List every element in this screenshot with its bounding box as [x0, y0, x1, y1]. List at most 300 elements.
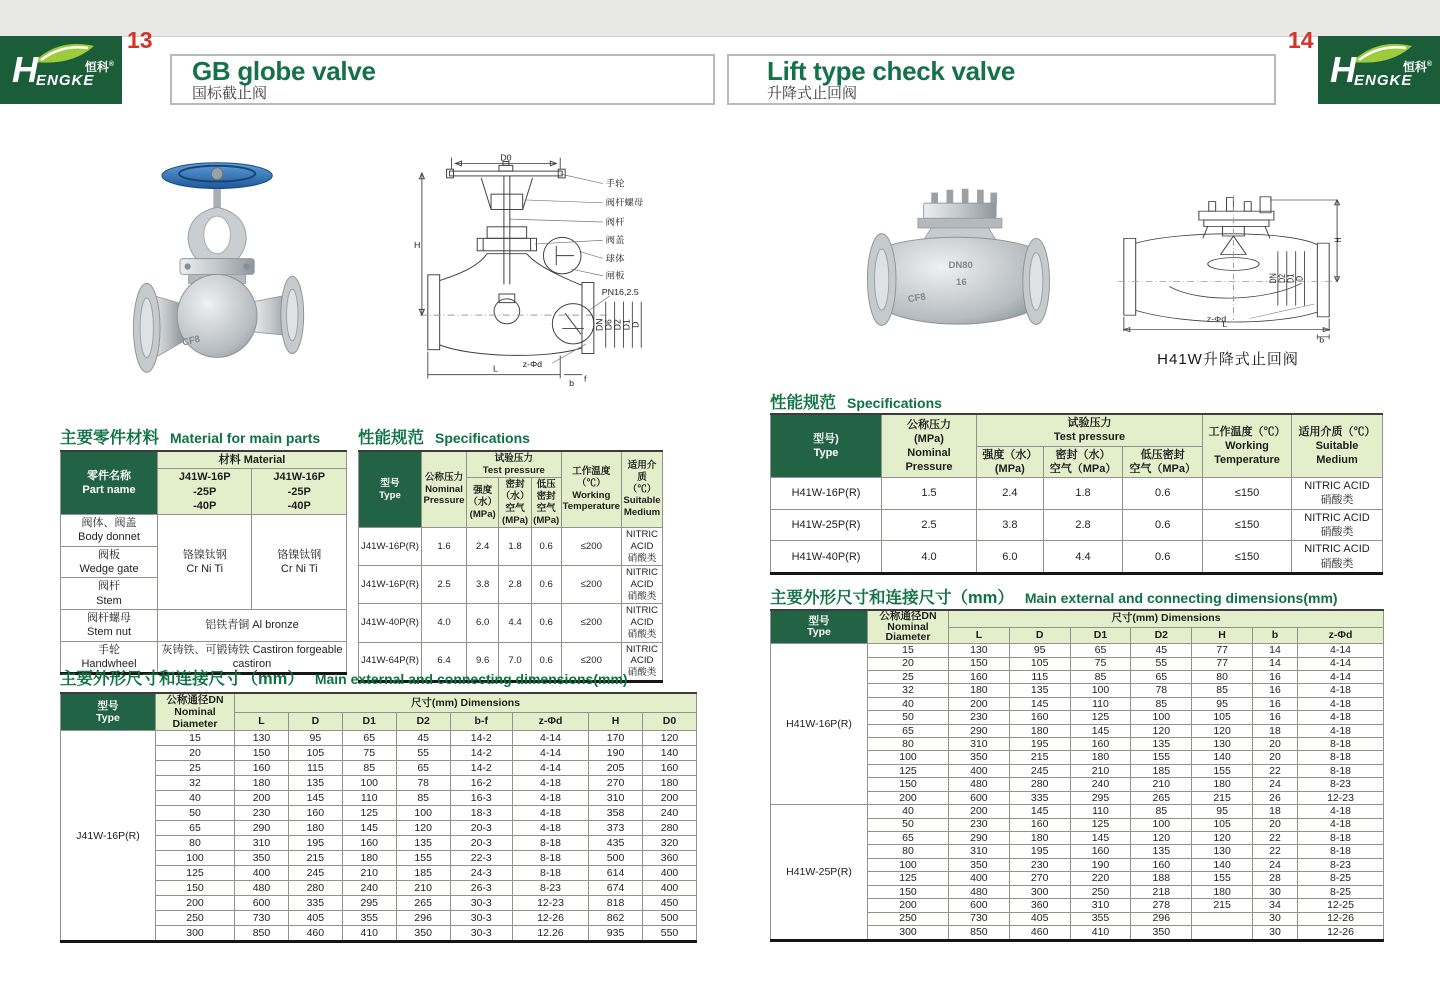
- table-cell: H41W-16P(R): [771, 478, 882, 510]
- table-cell: 4-14: [1298, 670, 1384, 683]
- table-cell: 40: [156, 791, 235, 806]
- dim-label-h: H: [413, 240, 421, 250]
- page-subtitle-left: 国标截止阀: [192, 84, 268, 102]
- table-cell: 405: [288, 910, 342, 925]
- table-cell: 8-18: [1298, 738, 1384, 751]
- table-cell: 300: [868, 925, 949, 940]
- table-cell: 400: [643, 880, 697, 895]
- table-cell: 80: [1192, 670, 1253, 683]
- table-cell: 尺寸(mm) Dimensions: [235, 693, 697, 712]
- table-cell: 20: [868, 657, 949, 670]
- table-cell: 85: [342, 761, 396, 776]
- casting-mark-dn: DN80: [948, 260, 973, 272]
- table-cell: 230: [1009, 858, 1070, 871]
- table-cell: 65: [342, 731, 396, 746]
- table-cell: 210: [396, 880, 450, 895]
- table-cell: 500: [643, 910, 697, 925]
- table-cell: D: [288, 712, 342, 731]
- table-cell: 210: [1131, 778, 1192, 791]
- page-title-box-left: [170, 54, 715, 105]
- table-row: [771, 805, 1384, 818]
- table-cell: 3.8: [977, 509, 1044, 541]
- table-cell: 350: [396, 925, 450, 941]
- table-cell: 40: [868, 805, 949, 818]
- table-cell: D2: [1131, 627, 1192, 643]
- table-cell: 2.4: [977, 478, 1044, 510]
- table-cell: 105: [1009, 657, 1070, 670]
- table-cell: NITRIC ACID 硝酸类: [1292, 541, 1383, 574]
- table-cell: z-Φd: [1298, 627, 1384, 643]
- dim-label-b: b: [569, 378, 575, 389]
- dim-label-l: L: [1222, 320, 1228, 329]
- table-cell: 400: [949, 764, 1010, 777]
- table-cell: 250: [868, 912, 949, 925]
- table-cell: 铝铁青铜 Al bronze: [158, 609, 347, 641]
- table-cell: 12-26: [512, 910, 588, 925]
- table-row: [359, 451, 663, 478]
- table-cell: 公称压力 (MPa) Nominal Pressure: [882, 414, 977, 478]
- table-cell: 75: [342, 746, 396, 761]
- table-cell: 15: [156, 731, 235, 746]
- table-cell: 8-23: [512, 880, 588, 895]
- table-cell: 358: [589, 806, 643, 821]
- table: [358, 450, 663, 683]
- table-cell: 160: [1131, 858, 1192, 871]
- table-cell: 24: [1252, 778, 1297, 791]
- table-cell: 65: [1131, 670, 1192, 683]
- table-cell: J41W-16P(R): [359, 528, 422, 566]
- table-cell: 200: [156, 895, 235, 910]
- table-cell: 140: [1192, 751, 1253, 764]
- table-cell: 阀板 Wedge gate: [61, 546, 158, 578]
- table-cell: 95: [1009, 644, 1070, 657]
- table-cell: 730: [235, 910, 289, 925]
- table-cell: 460: [288, 925, 342, 941]
- table-cell: 12-23: [512, 895, 588, 910]
- table-cell: 4-18: [512, 806, 588, 821]
- table-cell: 160: [643, 761, 697, 776]
- table-cell: 145: [342, 821, 396, 836]
- table-cell: 200: [949, 805, 1010, 818]
- table-cell: 77: [1192, 644, 1253, 657]
- part-label-gate: 闸板: [605, 270, 625, 281]
- table-cell: 320: [643, 835, 697, 850]
- table-cell: 188: [1131, 872, 1192, 885]
- table-cell: 100: [396, 806, 450, 821]
- table-cell: D2: [396, 712, 450, 731]
- table-cell: 尺寸(mm) Dimensions: [949, 610, 1384, 627]
- table: [60, 450, 347, 675]
- table-cell: 600: [235, 895, 289, 910]
- table-cell: 160: [1070, 845, 1131, 858]
- table-cell: 公称通径DN Nominal Diameter: [156, 693, 235, 731]
- table-cell: 26: [1252, 791, 1297, 804]
- table-cell: 215: [1192, 791, 1253, 804]
- table-cell: 160: [288, 806, 342, 821]
- page-subtitle-right: 升降式止回阀: [767, 84, 858, 102]
- table-cell: D1: [1070, 627, 1131, 643]
- table-cell: 290: [949, 724, 1010, 737]
- table-cell: 4.4: [499, 604, 531, 642]
- table-cell: 125: [342, 806, 396, 821]
- table-cell: J41W-64P(R): [359, 642, 422, 681]
- table-cell: 100: [342, 776, 396, 791]
- valve-photo-shapes: [867, 189, 1049, 326]
- heading-zh: 主要外形尺寸和连接尺寸（mm）: [770, 589, 1014, 607]
- table-cell: 0.6: [1123, 478, 1203, 510]
- table-cell: 155: [1192, 764, 1253, 777]
- table-cell: NITRIC ACID 硝酸类: [622, 566, 663, 604]
- table-cell: 135: [1131, 738, 1192, 751]
- table-cell: 550: [643, 925, 697, 941]
- table-cell: 8-18: [1298, 832, 1384, 845]
- dim-label-l: L: [493, 363, 498, 374]
- table-cell: 8-18: [1298, 764, 1384, 777]
- table-cell: 78: [1131, 684, 1192, 697]
- spec-heading-right: [770, 389, 942, 413]
- table-cell: 450: [643, 895, 697, 910]
- heading-en: Specifications: [435, 430, 530, 446]
- table-cell: 50: [868, 818, 949, 831]
- heading-en: Material for main parts: [170, 430, 321, 446]
- table-cell: 4.0: [882, 541, 977, 574]
- table-cell: 3.8: [467, 566, 499, 604]
- dim-label-d1: D1: [621, 319, 632, 331]
- table-cell: 350: [235, 850, 289, 865]
- brand-logo-right: [1318, 36, 1440, 104]
- dim-label-zd: z-Φd: [522, 359, 543, 369]
- table-cell: ≤150: [1203, 541, 1292, 574]
- table-cell: 405: [1009, 912, 1070, 925]
- table-cell: 1.5: [882, 478, 977, 510]
- table-cell: 130: [1192, 845, 1253, 858]
- table-cell: 12-25: [1298, 899, 1384, 912]
- table-cell: 850: [949, 925, 1010, 940]
- table-cell: 18: [1252, 724, 1297, 737]
- table-cell: 50: [868, 711, 949, 724]
- table-cell: 480: [949, 885, 1010, 898]
- table-cell: 130: [235, 731, 289, 746]
- table-cell: 4-18: [1298, 724, 1384, 737]
- casting-mark-cf8: CF8: [907, 291, 927, 306]
- table-row: [61, 880, 697, 895]
- table-cell: 150: [235, 746, 289, 761]
- table-cell: 20: [1252, 738, 1297, 751]
- table-cell: 34: [1252, 899, 1297, 912]
- heading-zh: 主要零件材料: [60, 429, 159, 447]
- table-row: [61, 451, 347, 469]
- table-cell: 278: [1131, 899, 1192, 912]
- table-cell: 110: [1070, 805, 1131, 818]
- table-cell: 30-3: [450, 910, 512, 925]
- table-cell: 296: [1131, 912, 1192, 925]
- table-cell: 125: [156, 865, 235, 880]
- table-cell: 145: [1009, 697, 1070, 710]
- table-cell: 160: [1009, 818, 1070, 831]
- globe-valve-technical-drawing: [412, 150, 664, 390]
- table-row: [61, 835, 697, 850]
- table-cell: 125: [868, 872, 949, 885]
- table-cell: 25: [156, 761, 235, 776]
- table-cell: 6.0: [467, 604, 499, 642]
- table-cell: 435: [589, 835, 643, 850]
- table-cell: 灰铸铁、可锻铸铁 Castiron forgeable castiron: [158, 641, 347, 674]
- table-row: [61, 731, 697, 746]
- table-cell: 140: [1192, 858, 1253, 871]
- table-cell: 适用介质 （℃） Suitable Medium: [622, 451, 663, 528]
- table-cell: 180: [235, 776, 289, 791]
- brand-logo-left: [0, 36, 122, 104]
- table-cell: 350: [1131, 925, 1192, 940]
- logo-letter: H: [12, 49, 38, 90]
- registered-mark: ®: [1426, 61, 1432, 68]
- table-cell: 215: [288, 850, 342, 865]
- drawing-lines: [1118, 195, 1340, 339]
- table-cell: 0.6: [1123, 541, 1203, 574]
- table-cell: 铬镍钛钢 Cr Ni Ti: [252, 515, 347, 610]
- table-cell: 24-3: [450, 865, 512, 880]
- table-cell: 4-18: [1298, 684, 1384, 697]
- table-cell: 材料 Material: [158, 451, 347, 469]
- table-cell: 0.6: [531, 604, 561, 642]
- table-cell: 400: [949, 872, 1010, 885]
- table-cell: 15: [868, 644, 949, 657]
- part-label-stem-nut: 阀杆螺母: [605, 197, 644, 208]
- table-cell: 26-3: [450, 880, 512, 895]
- table-cell: H41W-16P(R): [771, 644, 868, 805]
- table-row: [771, 478, 1383, 510]
- table-cell: ≤150: [1203, 478, 1292, 510]
- page-title-left: GB globe valve: [192, 55, 376, 86]
- table-cell: 16: [1252, 670, 1297, 683]
- dim-label-d6: D6: [603, 319, 614, 331]
- table-cell: 20: [1252, 818, 1297, 831]
- table-cell: 185: [1131, 764, 1192, 777]
- table-cell: 55: [1131, 657, 1192, 670]
- table-cell: 850: [235, 925, 289, 941]
- table-row: [61, 925, 697, 941]
- table-cell: NITRIC ACID 硝酸类: [622, 642, 663, 681]
- table-cell: 335: [288, 895, 342, 910]
- table-cell: 290: [235, 821, 289, 836]
- table-cell: 460: [1009, 925, 1070, 940]
- table-cell: 强度（水） (MPa): [977, 446, 1044, 478]
- table-cell: 密封（水） 空气（MPa）: [1043, 446, 1123, 478]
- table-cell: 20-3: [450, 835, 512, 850]
- table-cell: 32: [156, 776, 235, 791]
- table-cell: 218: [1131, 885, 1192, 898]
- table-cell: 24: [1252, 858, 1297, 871]
- table-cell: 14-2: [450, 746, 512, 761]
- table-cell: 150: [156, 880, 235, 895]
- part-label-stem: 阀杆: [605, 216, 625, 227]
- table-cell: 32: [868, 684, 949, 697]
- table-cell: 180: [1009, 724, 1070, 737]
- table-cell: 215: [1009, 751, 1070, 764]
- table-cell: 135: [396, 835, 450, 850]
- dim-label-dn: DN: [1268, 273, 1279, 284]
- table-row: [771, 509, 1383, 541]
- table-cell: H41W-25P(R): [771, 805, 868, 941]
- table-row: [61, 865, 697, 880]
- table-cell: 4-18: [1298, 805, 1384, 818]
- table-cell: 95: [288, 731, 342, 746]
- table-cell: 工作温度 （℃） Working Temperature: [561, 451, 621, 528]
- table-cell: 6.4: [422, 642, 467, 681]
- table-cell: 100: [868, 751, 949, 764]
- table-cell: 674: [589, 880, 643, 895]
- logo: [0, 36, 122, 104]
- table-cell: 16: [1252, 684, 1297, 697]
- table-cell: 110: [342, 791, 396, 806]
- table-cell: 30: [1252, 912, 1297, 925]
- dim-label-dn: DN: [594, 318, 605, 331]
- table-cell: 20: [156, 746, 235, 761]
- logo: [1318, 36, 1440, 104]
- table-cell: H41W-25P(R): [771, 509, 882, 541]
- table-cell: 230: [949, 818, 1010, 831]
- table-cell: 20: [1252, 751, 1297, 764]
- registered-mark: ®: [108, 61, 114, 68]
- table: [770, 609, 1384, 942]
- material-heading: [60, 424, 320, 448]
- heading-en: Specifications: [847, 395, 942, 411]
- table-cell: 14: [1252, 644, 1297, 657]
- table-row: [61, 776, 697, 791]
- table-cell: 28: [1252, 872, 1297, 885]
- table-cell: 100: [156, 850, 235, 865]
- table-cell: 型号) Type: [771, 414, 882, 478]
- table-cell: 95: [1192, 697, 1253, 710]
- table-cell: 12.26: [512, 925, 588, 941]
- table-cell: 180: [288, 821, 342, 836]
- table-cell: 1.8: [499, 528, 531, 566]
- table-cell: 400: [235, 865, 289, 880]
- table-cell: 8-25: [1298, 885, 1384, 898]
- heading-en: Main external and connecting dimensions(mm): [314, 671, 628, 687]
- table-cell: 105: [1192, 711, 1253, 724]
- table-cell: 4-18: [1298, 697, 1384, 710]
- table-cell: L: [949, 627, 1010, 643]
- table-cell: 155: [396, 850, 450, 865]
- table-cell: 105: [288, 746, 342, 761]
- spec-table-left: [358, 450, 663, 678]
- table-cell: J41W-16P(R): [359, 566, 422, 604]
- table-cell: J41W-40P(R): [359, 604, 422, 642]
- table-cell: 180: [342, 850, 396, 865]
- table-cell: H: [589, 712, 643, 731]
- table-cell: 230: [235, 806, 289, 821]
- table-cell: 8-18: [512, 850, 588, 865]
- table-cell: 300: [1009, 885, 1070, 898]
- table-cell: 195: [1009, 845, 1070, 858]
- table-cell: 155: [1131, 751, 1192, 764]
- table-cell: 180: [949, 684, 1010, 697]
- table-cell: 试验压力 Test pressure: [467, 451, 562, 478]
- logo-wordmark: ENGKE: [36, 72, 95, 89]
- table-cell: 290: [949, 832, 1010, 845]
- dim-label-h: H: [1333, 237, 1344, 243]
- table-cell: 355: [342, 910, 396, 925]
- table-cell: 125: [868, 764, 949, 777]
- top-strip: [0, 0, 1440, 37]
- table-cell: J41W-16P(R): [61, 731, 156, 942]
- table-cell: 145: [1070, 832, 1131, 845]
- table-cell: 355: [1070, 912, 1131, 925]
- table-cell: 密封（水） 空气 (MPa): [499, 478, 531, 528]
- table-cell: 135: [1131, 845, 1192, 858]
- part-label-bonnet: 阀盖: [605, 235, 625, 246]
- table-cell: 150: [868, 778, 949, 791]
- table-row: [359, 566, 663, 604]
- table-cell: D0: [643, 712, 697, 731]
- table-cell: 120: [1192, 724, 1253, 737]
- table-cell: 65: [868, 724, 949, 737]
- table-cell: 270: [589, 776, 643, 791]
- dim-label-d: D: [630, 321, 641, 328]
- table-row: [61, 791, 697, 806]
- dim-label-d2: D2: [612, 319, 623, 331]
- table-cell: 160: [1070, 738, 1131, 751]
- table-cell: 195: [1009, 738, 1070, 751]
- table-cell: 120: [396, 821, 450, 836]
- table-cell: 240: [342, 880, 396, 895]
- table-cell: 185: [396, 865, 450, 880]
- table-row: [771, 644, 1384, 657]
- table-cell: 试验压力 Test pressure: [977, 414, 1203, 446]
- table-cell: 公称通径DN Nominal Diameter: [868, 610, 949, 644]
- check-valve-technical-drawing: [1112, 192, 1344, 344]
- table-cell: 130: [949, 644, 1010, 657]
- table-cell: 型号 Type: [359, 451, 422, 528]
- table-cell: 14-2: [450, 731, 512, 746]
- table-row: [61, 895, 697, 910]
- table-row: [61, 850, 697, 865]
- table-cell: 240: [643, 806, 697, 821]
- table-cell: 14: [1252, 657, 1297, 670]
- table-cell: 30-3: [450, 925, 512, 941]
- table-cell: 180: [1070, 751, 1131, 764]
- table-cell: 500: [589, 850, 643, 865]
- table-cell: 205: [589, 761, 643, 776]
- table-row: [61, 806, 697, 821]
- table-cell: 190: [589, 746, 643, 761]
- table-cell: 245: [1009, 764, 1070, 777]
- table-cell: NITRIC ACID 硝酸类: [622, 528, 663, 566]
- table-cell: 65: [396, 761, 450, 776]
- table-cell: 310: [949, 738, 1010, 751]
- table: [60, 692, 697, 943]
- table-cell: 6.0: [977, 541, 1044, 574]
- table-cell: NITRIC ACID 硝酸类: [1292, 509, 1383, 541]
- table-cell: 145: [1070, 724, 1131, 737]
- table-row: [61, 910, 697, 925]
- table-cell: 100: [1131, 711, 1192, 724]
- table-cell: 145: [288, 791, 342, 806]
- table-cell: 铬镍钛钢 Cr Ni Ti: [158, 515, 252, 610]
- table-cell: 240: [1070, 778, 1131, 791]
- table-cell: 120: [1192, 832, 1253, 845]
- table-cell: 600: [949, 791, 1010, 804]
- table-cell: 30: [1252, 885, 1297, 898]
- table-cell: ≤200: [561, 566, 621, 604]
- table-cell: 600: [949, 899, 1010, 912]
- table-cell: 160: [1009, 711, 1070, 724]
- table-cell: 250: [156, 910, 235, 925]
- table-cell: 20-3: [450, 821, 512, 836]
- table-cell: H: [1192, 627, 1253, 643]
- table-cell: 80: [868, 845, 949, 858]
